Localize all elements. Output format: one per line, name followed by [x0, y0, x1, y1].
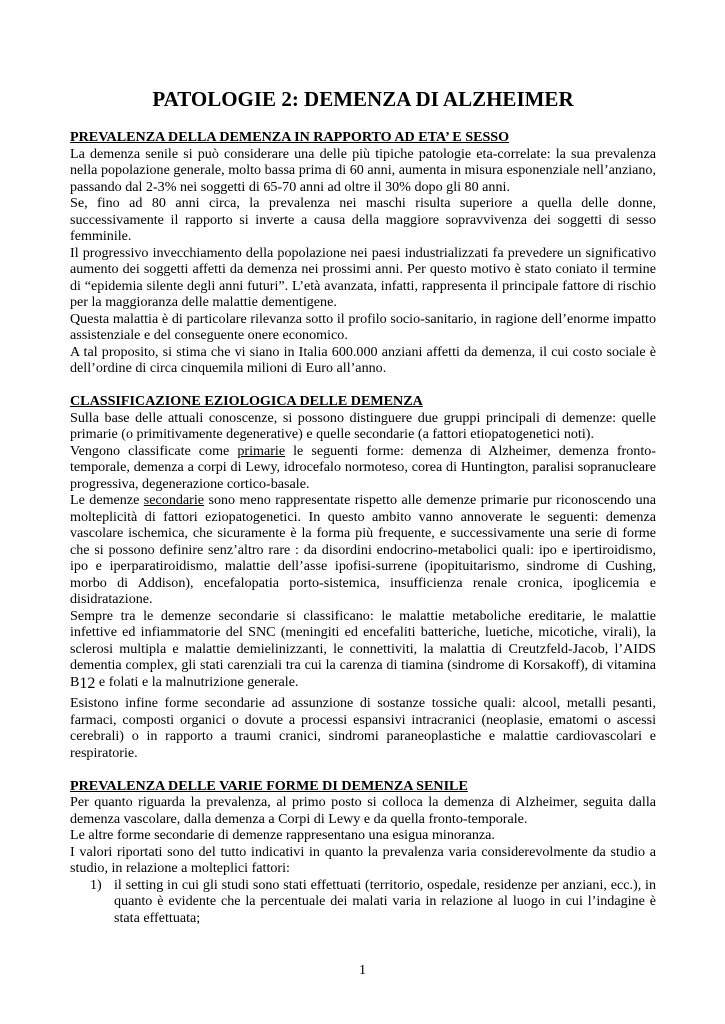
- paragraph: Sulla base delle attuali conoscenze, si possono distinguere due gruppi principali di demenze: quelle primarie (o primitivamente degenerative) e quelle secondarie (a fattori etiopatogenetici noti).: [70, 409, 656, 442]
- underlined-term: secondarie: [143, 492, 205, 508]
- page-number: 1: [358, 962, 367, 978]
- vitamin-letter: B: [70, 673, 80, 690]
- paragraph: Le altre forme secondarie di demenze rappresentano una esigua minoranza.: [70, 827, 495, 843]
- text-run: sono meno rappresentate rispetto alle demenze primarie pur riconoscendo una molteplicità di fattori eziopatogenetici. In questo ambito vanno annoverate le seguenti: demenza vascolare ischemica, che sicuramente è la forma più frequente, e successivamente una serie di forme che si possono definire senz’altro rare : da disordini endocrino-metabolici quali: ipo e ipertiroidismo, ipo e iperparatiroidismo, malattie dell’asse ipofisi-surrene (ipopituitarismo, sindrome di Cushing, morbo di Addison), encefalopatia porto-sistemica, insufficienza renale cronica, ipoglicemia e disidratazione.: [70, 492, 656, 607]
- list-item-text: il setting in cui gli studi sono stati effettuati (territorio, ospedale, residenze per anziani, ecc.), in quanto è evidente che la percentuale dei malati varia in relazione al luogo in cui l’indagine è stata effettuata;: [114, 876, 656, 926]
- text-run: Sempre tra le demenze secondarie si classificano: le malattie metaboliche ereditarie, le malattie infettive ed infiammatorie del SNC (meningiti ed encefaliti batteriche, luetiche, micotiche, virali), la sclerosi multipla e malattie demielinizzanti, le connettiviti, la malattia di Creutzfeld-Jacob, l’AIDS dementia complex, gli stati carenziali tra cui la carenza di tiamina (sindrome di Korsakoff), di vitamina: [70, 607, 656, 673]
- paragraph: La demenza senile si può considerare una delle più tipiche patologie eta-correlate: la sua prevalenza nella popolazione generale, molto bassa prima di 60 anni, aumenta in misura esponenziale nell’anziano, passando dal 2-3% nei soggetti di 65-70 anni ad oltre il 30% dopo gli 80 anni.: [70, 145, 656, 195]
- paragraph: Questa malattia è di particolare rilevanza sotto il profilo socio-sanitario, in ragione dell’enorme impatto assistenziale e del conseguente onere economico.: [70, 310, 656, 343]
- paragraph: Se, fino ad 80 anni circa, la prevalenza nei maschi risulta superiore a quella delle donne, successivamente il rapporto si inverte a causa della maggiore sopravvivenza dei soggetti di sesso femminile.: [70, 195, 656, 244]
- paragraph: Il progressivo invecchiamento della popolazione nei paesi industrializzati fa prevedere un significativo aumento dei soggetti affetti da demenza nei prossimi anni. Per questo motivo è stato coniato il termine di “epidemia silente degli anni futuri”. L’età avanzata, infatti, rappresenta il principale fattore di rischio per la maggioranza delle malattie dementigene.: [70, 244, 656, 310]
- factors-list: [70, 877, 656, 927]
- list-number: 1): [90, 876, 102, 893]
- paragraph: [70, 443, 656, 493]
- text-run: e folati e la malnutrizione generale.: [95, 673, 299, 690]
- vitamin-subscript: 12: [79, 674, 96, 692]
- paragraph: Per quanto riguarda la prevalenza, al primo posto si colloca la demenza di Alzheimer, seguita dalla demenza vascolare, dalla demenza a Corpi di Lewy e da quella fronto-temporale.: [70, 794, 656, 827]
- text-run: Vengono classificate come: [70, 442, 238, 459]
- paragraph: Esistono infine forme secondarie ad assunzione di sostanze tossiche quali: alcool, metalli pesanti, farmaci, composti organici o dovute a processi espansivi intracranici (neoplasie, ematomi o ascessi cerebrali) o in rapporto a traumi cranici, sindromi paraneoplastiche e malattie cardiovascolari e respiratorie.: [70, 695, 656, 761]
- section-heading-prevalence-age-sex: PREVALENZA DELLA DEMENZA IN RAPPORTO AD ETA’ E SESSO: [70, 129, 510, 145]
- paragraph: [70, 608, 656, 693]
- list-item: [70, 877, 656, 927]
- underlined-term: primarie: [237, 442, 286, 459]
- paragraph: A tal proposito, si stima che vi siano in Italia 600.000 anziani affetti da demenza, il cui costo sociale è dell’ordine di circa cinquemila milioni di Euro all’anno.: [70, 343, 656, 376]
- paragraph: [70, 492, 656, 608]
- text-run: le seguenti forme: demenza di Alzheimer, demenza fronto-temporale, demenza a corpi di Lewy, idrocefalo normoteso, corea di Huntington, paralisi sopranucleare progressiva, degenerazione cortico-basale.: [70, 442, 656, 492]
- text-run: Le demenze: [70, 492, 144, 508]
- document-title: PATOLOGIE 2: DEMENZA DI ALZHEIMER: [152, 87, 574, 111]
- section-heading-classification: CLASSIFICAZIONE EZIOLOGICA DELLE DEMENZA: [70, 393, 423, 409]
- document-page: [70, 86, 656, 926]
- paragraph: I valori riportati sono del tutto indicativi in quanto la prevalenza varia considerevolmente da studio a studio, in relazione a molteplici fattori:: [70, 843, 656, 876]
- section-heading-forms-prevalence: PREVALENZA DELLE VARIE FORME DI DEMENZA SENILE: [70, 777, 468, 794]
